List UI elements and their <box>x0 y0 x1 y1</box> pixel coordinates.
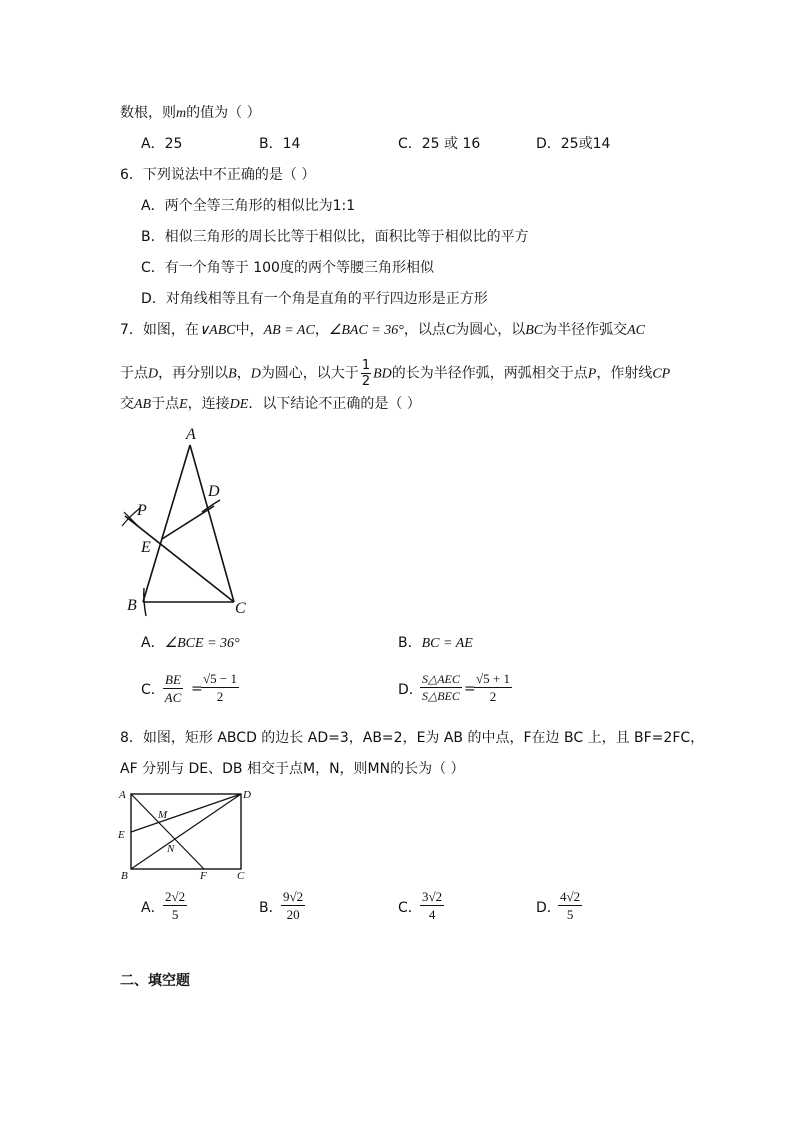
q7-math: AB <box>134 397 152 412</box>
q7-text: 中， <box>235 322 264 338</box>
q8-label-e: E <box>118 829 125 841</box>
q8-label-d: D <box>243 789 251 801</box>
q7-option-d-rhs <box>474 672 512 703</box>
q8-option-c-label[interactable]: C． <box>398 900 422 916</box>
q6-stem: 6．下列说法中不正确的是（ ） <box>120 167 316 183</box>
q7-option-c-rhs-num: √5 − 1 <box>203 671 237 686</box>
q7-option-c-lhs-den: AC <box>164 690 182 705</box>
q7-text: 为半径作弧交 <box>543 322 628 338</box>
q8-option-c-value <box>420 890 444 921</box>
q8-option-a-num: 2√2 <box>165 889 186 904</box>
q7-option-b-label: B． <box>398 635 422 651</box>
q8-option-b-num: 9√2 <box>283 889 304 904</box>
q8-option-b-value <box>281 890 305 921</box>
q7-math: D <box>250 366 261 382</box>
q7-text: ，作射线 <box>596 365 653 382</box>
q7-option-d-rhs-den: 2 <box>489 689 497 704</box>
q7-math: D <box>148 366 159 382</box>
q7-text: 为圆心，以大于 <box>260 365 359 382</box>
q8-label-m: M <box>158 809 168 821</box>
q7-stem-line1 <box>120 323 645 338</box>
q7-math: E <box>179 397 188 412</box>
q7-stem-line3 <box>120 397 421 412</box>
q8-segment-db <box>131 794 241 869</box>
q8-stem-line1: 8．如图，矩形 ABCD 的边长 AD=3，AB=2，E为 AB 的中点，F在边 BC 上，且 BF=2FC， <box>120 730 705 746</box>
q8-rectangle-figure <box>112 782 262 882</box>
q7-half-fraction <box>361 359 371 388</box>
q7-option-d-lhs <box>420 673 462 702</box>
section-title-fill-in: 二、填空题 <box>120 973 190 989</box>
q7-segment-ac <box>190 445 234 602</box>
q8-option-d-label[interactable]: D． <box>536 900 561 916</box>
q8-segment-de <box>131 794 241 832</box>
q6-option-b[interactable]: B．相似三角形的周长比等于相似比，面积比等于相似比的平方 <box>141 229 529 245</box>
q7-option-d-rhs-num: √5 + 1 <box>476 671 510 686</box>
q7-option-b[interactable] <box>398 636 473 651</box>
q7-option-d-lhs-den: S△BEC <box>422 689 460 703</box>
q7-arc-d <box>202 500 220 512</box>
q8-option-b-den: 20 <box>286 907 300 922</box>
q7-text: ，连接 <box>187 396 230 412</box>
q8-option-d-value <box>558 890 582 921</box>
q7-option-c-lhs <box>163 673 183 704</box>
q7-ray-cp <box>125 516 234 602</box>
q7-text: ，以点 <box>403 322 446 338</box>
q7-option-a-text: ∠BCE = 36° <box>164 636 240 651</box>
q8-option-a-den: 5 <box>171 907 179 922</box>
q7-triangle-figure <box>110 420 270 620</box>
q5-stem-var: m <box>176 106 187 121</box>
q7-math: BD <box>373 366 392 382</box>
q5-stem-suffix: 的值为（ ） <box>186 105 261 121</box>
q7-half-den: 2 <box>361 374 371 389</box>
q7-math: CP <box>652 366 671 382</box>
q7-math: C <box>445 323 456 338</box>
q7-label-d: D <box>208 483 220 500</box>
q5-option-d[interactable]: D．25或14 <box>536 136 611 152</box>
q8-option-a-label[interactable]: A． <box>141 900 165 916</box>
q7-text: 为圆心，以 <box>455 322 526 338</box>
q8-label-f: F <box>200 870 207 882</box>
q7-option-c-label[interactable]: C． <box>141 682 165 698</box>
q7-text: 交 <box>120 396 134 412</box>
q7-math: BC <box>525 323 544 338</box>
q7-option-c-rhs <box>201 672 239 703</box>
q7-stem-line2 <box>120 359 670 388</box>
q7-half-num: 1 <box>361 358 371 373</box>
q8-option-a-value <box>163 890 187 921</box>
q8-label-b: B <box>121 870 128 882</box>
q7-text: 的长为半径作弧，两弧相交于点 <box>391 365 588 382</box>
q7-segment-ab <box>143 445 190 602</box>
q7-math: AC <box>627 323 645 338</box>
q7-option-b-text: BC = AE <box>421 636 473 651</box>
q5-stem-prefix: 数根，则 <box>120 105 176 121</box>
q8-label-c: C <box>237 870 245 882</box>
q8-option-d-den: 5 <box>566 907 574 922</box>
q7-math: AB = AC <box>263 323 315 338</box>
q7-label-b: B <box>127 597 137 614</box>
q7-text: 于点 <box>151 396 180 412</box>
q7-text: ， <box>314 322 329 338</box>
q7-math: ∠BAC = 36° <box>328 323 404 338</box>
q7-label-a: A <box>186 426 196 443</box>
q5-option-a[interactable]: A．25 <box>141 136 183 152</box>
q8-stem-line2: AF 分别与 DE、DB 相交于点M，N，则MN的长为（ ） <box>120 761 465 777</box>
q7-text: 7．如图，在 <box>120 322 199 338</box>
q7-option-d-label[interactable]: D． <box>398 682 423 698</box>
q7-option-a-label: A． <box>141 635 165 651</box>
q8-option-c-den: 4 <box>428 907 436 922</box>
q8-label-n: N <box>167 843 175 855</box>
q7-label-p: P <box>137 502 147 519</box>
q8-label-a: A <box>119 789 126 801</box>
q8-segment-af <box>131 794 204 869</box>
q5-option-c[interactable]: C．25 或 16 <box>398 136 481 152</box>
q7-label-e: E <box>141 539 151 556</box>
q7-option-d-eq: = <box>464 681 476 697</box>
q7-text: 于点 <box>120 365 148 382</box>
q6-option-c[interactable]: C．有一个角等于 100度的两个等腰三角形相似 <box>141 260 434 276</box>
q7-math: B <box>228 366 237 382</box>
q5-stem <box>120 106 261 121</box>
q7-option-d-lhs-num: S△AEC <box>422 672 460 686</box>
q5-option-b[interactable]: B．14 <box>259 136 301 152</box>
q7-option-c-rhs-den: 2 <box>216 689 224 704</box>
q8-option-c-num: 3√2 <box>422 889 443 904</box>
q7-math: ∨ABC <box>198 323 236 338</box>
q7-text: ．以下结论不正确的是（ ） <box>248 396 421 412</box>
q8-option-b-label[interactable]: B． <box>259 900 283 916</box>
q7-math: DE <box>229 397 249 412</box>
q7-option-c-eq: = <box>191 681 203 697</box>
q7-text: ， <box>236 365 251 382</box>
q7-option-c-lhs-num: BE <box>165 672 181 687</box>
q6-option-d[interactable]: D．对角线相等且有一个角是直角的平行四边形是正方形 <box>141 291 488 307</box>
q7-option-a[interactable] <box>141 636 240 651</box>
q7-text: ，再分别以 <box>158 365 229 382</box>
q6-option-a[interactable]: A．两个全等三角形的相似比为1:1 <box>141 198 356 214</box>
q8-option-d-num: 4√2 <box>560 889 581 904</box>
q7-math: P <box>587 366 597 382</box>
q7-label-c: C <box>235 600 246 617</box>
